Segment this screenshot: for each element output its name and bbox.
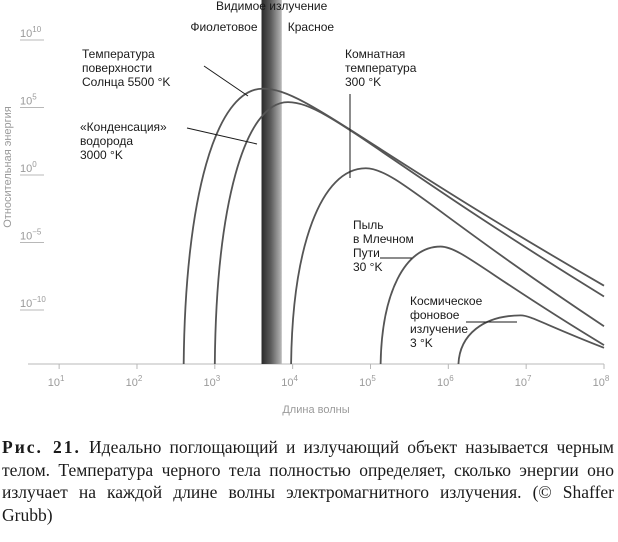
x-tick-label-1: $10^2$ bbox=[125, 374, 143, 389]
visible-band bbox=[190, 0, 334, 364]
label-sun-1: поверхности bbox=[82, 61, 153, 75]
label-cmb-2: излучение bbox=[410, 322, 469, 336]
label-room-0: Комнатная bbox=[345, 47, 406, 61]
x-tick-label-4: $10^5$ bbox=[359, 374, 376, 389]
y-tick-label-2: $10^0$ bbox=[20, 160, 37, 175]
leader-hydrogen bbox=[187, 128, 257, 144]
label-dust-3: 30 °K bbox=[353, 260, 383, 274]
label-sun-0: Температура bbox=[82, 47, 155, 61]
x-tick-label-0: $10^1$ bbox=[47, 374, 65, 389]
label-hydrogen-0: «Конденсация» bbox=[80, 120, 167, 134]
y-tick-label-4: $10^{-10}$ bbox=[20, 295, 46, 310]
visible-band-rect bbox=[262, 0, 282, 364]
x-axis-label: Длина волны bbox=[282, 404, 350, 416]
figure-label: Рис. 21. bbox=[2, 437, 81, 457]
x-tick-label-3: $10^4$ bbox=[281, 374, 299, 389]
label-dust-0: Пыль bbox=[353, 218, 384, 232]
label-dust-2: Пути bbox=[353, 246, 380, 260]
y-tick-label-3: $10^{-5}$ bbox=[20, 227, 42, 243]
violet-label: Фиолетовое bbox=[190, 20, 258, 34]
label-room-1: температура bbox=[345, 61, 417, 75]
x-tick-label-2: $10^3$ bbox=[203, 374, 221, 389]
label-cmb-3: 3 °K bbox=[410, 336, 433, 350]
x-tick-label-5: $10^6$ bbox=[436, 374, 454, 389]
y-axis-label: Относительная энергия bbox=[2, 106, 14, 228]
label-hydrogen-2: 3000 °K bbox=[80, 148, 123, 162]
red-label: Красное bbox=[287, 20, 335, 34]
label-cmb-0: Космическое bbox=[410, 294, 483, 308]
figure-caption bbox=[2, 436, 614, 526]
label-cmb-1: фоновое bbox=[410, 308, 460, 322]
y-tick-label-0: $10^{10}$ bbox=[20, 25, 42, 40]
curve-cmb bbox=[458, 315, 604, 364]
label-sun-2: Солнца 5500 °K bbox=[82, 75, 171, 89]
visible-band-title: Видимое излучение bbox=[215, 0, 328, 13]
leader-sun bbox=[204, 66, 248, 96]
label-room-2: 300 °K bbox=[345, 75, 382, 89]
label-hydrogen-1: водорода bbox=[80, 134, 134, 148]
caption-text: Идеально поглощающий и излучающий объект называется черным телом. Температура черного тела полностью определяет, сколько энергии оно излучает на каждой длине волны электромагнитного излучения. (© Shaffer Grubb) bbox=[2, 437, 614, 525]
y-tick-label-1: $10^5$ bbox=[20, 92, 37, 108]
x-tick-label-6: $10^7$ bbox=[514, 374, 532, 389]
x-tick-label-7: $10^8$ bbox=[592, 374, 610, 389]
label-dust-1: в Млечном bbox=[353, 232, 414, 246]
curves bbox=[184, 89, 604, 364]
